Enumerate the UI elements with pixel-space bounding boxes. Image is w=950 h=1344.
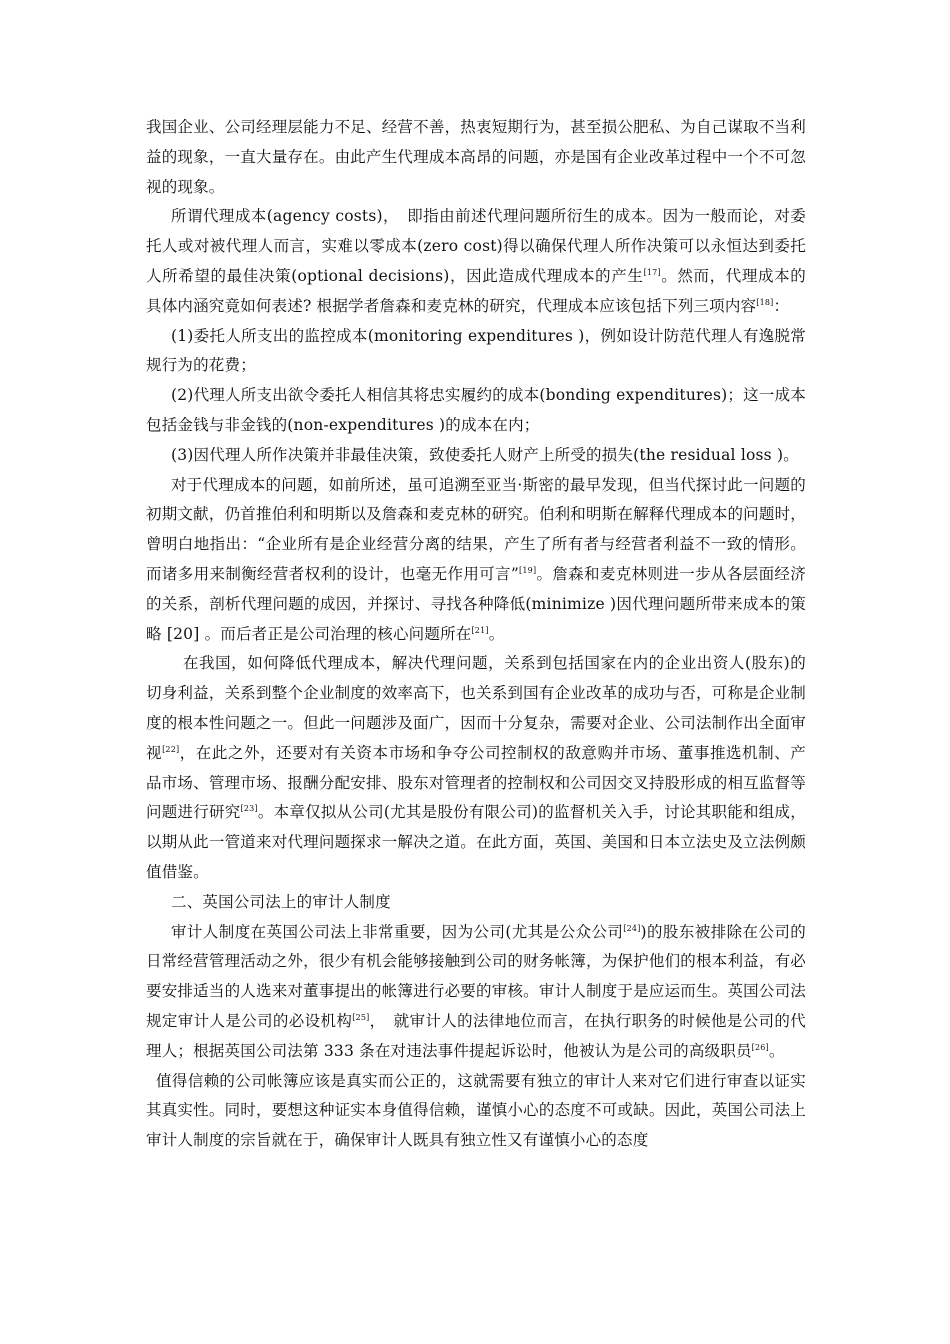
paragraph-history — [146, 471, 806, 650]
paragraph-china — [146, 649, 806, 887]
paragraph-text: )的股东被排除在公司的日常经营管理活动之外，很少有机会能够接触到公司的财务帐簿，为保护他们的根本利益，有必要安排适当的人选来对董事提出的帐簿进行必要的审核。审计人制度于是应运而生。英国公司法规定审计人是公司的必设机构 — [146, 922, 806, 1030]
list-item-2 — [146, 381, 806, 441]
paragraph-text: 。 — [488, 624, 505, 643]
footnote-ref[interactable]: [19] — [519, 565, 537, 575]
paragraph-text: 。詹森和麦克林则进一步从各层面经济的关系，剖析代理问题的成因，并探讨、寻找各种降低(minimize )因代理问题所带来成本的策略 [20] 。而后者正是公司治理的核心问题所在 — [146, 564, 806, 643]
list-item-text: (2)代理人所支出欲令委托人相信其将忠实履约的成本(bonding expenditures)；这一成本包括金钱与非金钱的(non-expenditures )的成本在内； — [146, 386, 806, 434]
paragraph-text: 。然而，代理成本的具体内涵究竟如何表述? 根据学者詹森和麦克林的研究，代理成本应该包括下列三项内容 — [146, 266, 806, 315]
footnote-ref[interactable]: [23] — [240, 804, 258, 814]
paragraph-text: 对于代理成本的问题，如前所述，虽可追溯至亚当·斯密的最早发现，但当代探讨此一问题的初期文献，仍首推伯利和明斯以及詹森和麦克林的研究。伯利和明斯在解释代理成本的问题时，曾明白地指出：“企业所有是企业经营分离的结果，产生了所有者与经营者利益不一致的情形。而诸多用来制衡经营者权利的设计，也毫无作用可言” — [146, 475, 806, 583]
section-heading-text: 二、英国公司法上的审计人制度 — [171, 892, 391, 911]
footnote-ref[interactable]: [25] — [352, 1012, 370, 1022]
paragraph-text: ，在此之外，还要对有关资本市场和争夺公司控制权的敌意购并市场、董事推选机制、产品市场、管理市场、报酬分配安排、股东对管理者的控制权和公司因交叉持股形成的相互监督等问题进行研究 — [146, 743, 806, 822]
list-item-text: (3)因代理人所作决策并非最佳决策，致使委托人财产上所受的损失(the residual loss )。 — [171, 445, 799, 464]
footnote-ref[interactable]: [21] — [471, 625, 489, 635]
footnote-ref[interactable]: [26] — [751, 1042, 769, 1052]
paragraph-agency-costs — [146, 202, 806, 321]
list-item-text: (1)委托人所支出的监控成本(monitoring expenditures )，例如设计防范代理人有逸脱常规行为的花费； — [146, 326, 806, 375]
paragraph-text: ， 就审计人的法律地位而言，在执行职务的时候他是公司的代理人；根据英国公司法第 333 条在对违法事件提起诉讼时，他被认为是公司的高级职员 — [146, 1011, 806, 1060]
paragraph-1 — [146, 113, 806, 202]
paragraph-text: 我国企业、公司经理层能力不足、经营不善，热衷短期行为，甚至损公肥私、为自己谋取不当利益的现象，一直大量存在。由此产生代理成本高昂的问题，亦是国有企业改革过程中一个不可忽视的现象。 — [146, 118, 806, 196]
paragraph-text: 审计人制度在英国公司法上非常重要，因为公司(尤其是公众公司 — [171, 922, 624, 941]
paragraph-text: 在我国，如何降低代理成本，解决代理问题，关系到包括国家在内的企业出资人(股东)的切身利益，关系到整个企业制度的效率高下，也关系到国有企业改革的成功与否，可称是企业制度的根本性问题之一。但此一问题涉及面广，因而十分复杂，需要对企业、公司法制作出全面审视 — [146, 654, 806, 762]
paragraph-text: 。 — [768, 1041, 785, 1060]
footnote-ref[interactable]: [17] — [643, 267, 661, 277]
list-item-3 — [146, 441, 806, 471]
footnote-ref[interactable]: [18] — [756, 297, 774, 307]
paragraph-auditor — [146, 918, 806, 1067]
document-body — [146, 113, 806, 1156]
footnote-ref[interactable]: [22] — [162, 744, 180, 754]
paragraph-text: 。本章仅拟从公司(尤其是股份有限公司)的监督机关入手，讨论其职能和组成，以期从此一管道来对代理问题探求一解决之道。在此方面，英国、美国和日本立法史及立法例颇值借鉴。 — [146, 803, 807, 881]
paragraph-text: ： — [773, 296, 790, 315]
footnote-ref[interactable]: [24] — [623, 923, 641, 933]
paragraph-trust — [146, 1067, 806, 1156]
paragraph-text: 所谓代理成本(agency costs)， 即指由前述代理问题所衍生的成本。因为一般而论，对委托人或对被代理人而言，实难以零成本(zero cost)得以确保代理人所作决策可以永恒达到委托人所希望的最佳决策(optional decisions)，因此造成代理成本的产生 — [146, 207, 806, 285]
paragraph-text: 值得信赖的公司帐簿应该是真实而公正的，这就需要有独立的审计人来对它们进行审查以证实其真实性。同时，要想这种证实本身值得信赖，谨慎小心的态度不可或缺。因此，英国公司法上审计人制度的宗旨就在于，确保审计人既具有独立性又有谨慎小心的态度 — [146, 1071, 806, 1150]
list-item-1 — [146, 322, 806, 382]
section-heading — [146, 888, 806, 918]
